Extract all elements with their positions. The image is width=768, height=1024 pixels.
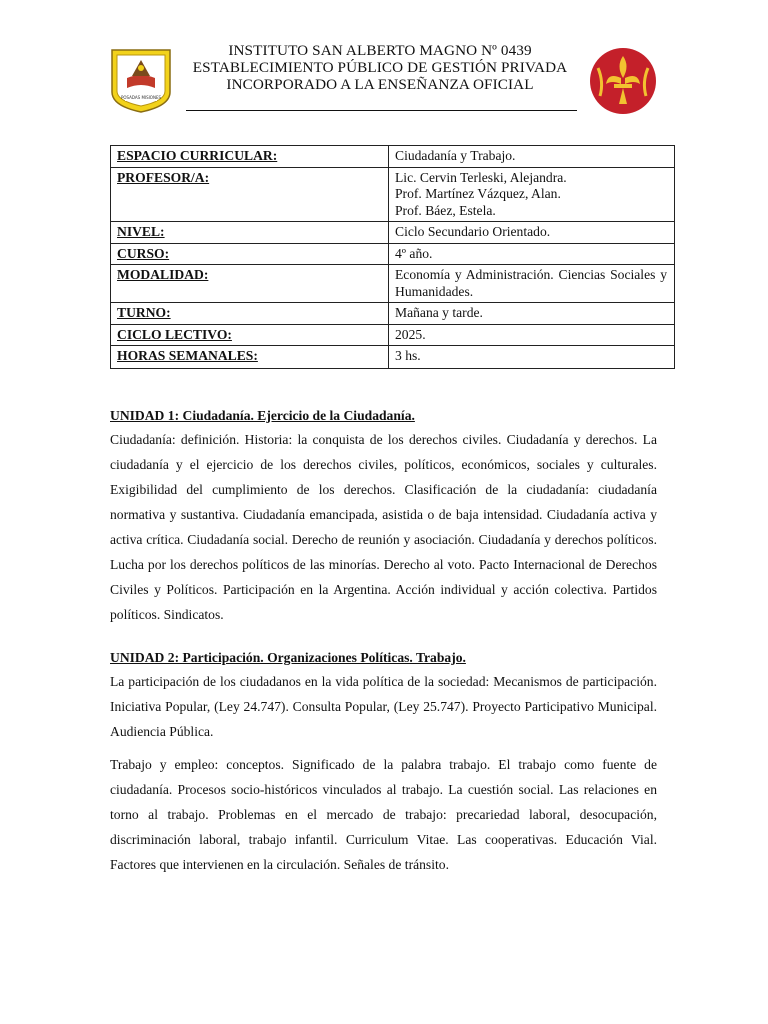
row-label: PROFESOR/A:: [111, 167, 389, 222]
row-value: Ciudadanía y Trabajo.: [389, 146, 675, 168]
professor-name: Prof. Martínez Vázquez, Alan.: [395, 186, 561, 201]
table-row: [111, 346, 675, 369]
table-row: [111, 303, 675, 325]
table-row: [111, 222, 675, 244]
unit-2-title: UNIDAD 2: Participación. Organizaciones Políticas. Trabajo.: [110, 650, 466, 665]
fleur-de-lis-emblem: [588, 46, 658, 116]
row-value: [389, 167, 675, 222]
row-label: TURNO:: [111, 303, 389, 325]
row-value: Economía y Administración. Ciencias Sociales y Humanidades.: [389, 265, 675, 303]
crest-caption: POSADAS MISIONES: [120, 95, 162, 100]
unit-2-paragraph: La participación de los ciudadanos en la vida política de la sociedad: Mecanismos de participación. Iniciativa Popular, (Ley 24.747). Consulta Popular, (Ley 25.747). Proyecto Participativo Municipal. Audiencia Pública.: [110, 674, 657, 739]
syllabus-content: [110, 405, 657, 877]
row-value: 4º año.: [389, 243, 675, 265]
row-value: 2025.: [389, 324, 675, 346]
table-row: [111, 167, 675, 222]
row-value: Mañana y tarde.: [389, 303, 675, 325]
row-label: CICLO LECTIVO:: [111, 324, 389, 346]
row-label: ESPACIO CURRICULAR:: [111, 146, 389, 168]
document-header: [0, 42, 768, 122]
table-row: [111, 265, 675, 303]
school-crest-logo: [110, 48, 172, 114]
row-label: HORAS SEMANALES:: [111, 346, 389, 369]
table-row: [111, 146, 675, 168]
row-value: Ciclo Secundario Orientado.: [389, 222, 675, 244]
professor-name: Lic. Cervin Terleski, Alejandra.: [395, 169, 567, 185]
institution-title: [182, 42, 578, 93]
institution-type: ESTABLECIMIENTO PÚBLICO DE GESTIÓN PRIVADA: [192, 59, 568, 76]
course-info-table: [110, 145, 675, 369]
institution-status: INCORPORADO A LA ENSEÑANZA OFICIAL: [226, 76, 534, 93]
professor-name: Prof. Báez, Estela.: [395, 202, 496, 218]
unit-2-paragraph: Trabajo y empleo: conceptos. Significado de la palabra trabajo. El trabajo como fuente de ciudadanía. Procesos socio-históricos vinculados al trabajo. La cuestión social. Las relaciones en torno al trabajo. Problemas en el mercado de trabajo: precariedad laboral, desocupación, discriminación laboral, trabajo infantil. Curriculum Vitae. Las cooperativas. Educación Vial. Factores que intervienen en la circulación. Señales de tránsito.: [110, 757, 657, 872]
header-rule: [186, 110, 577, 111]
unit-1-title: UNIDAD 1: Ciudadanía. Ejercicio de la Ciudadanía.: [110, 408, 415, 423]
table-row: [111, 324, 675, 346]
row-value: 3 hs.: [389, 346, 675, 369]
row-label: CURSO:: [111, 243, 389, 265]
row-label: NIVEL:: [111, 222, 389, 244]
row-label: MODALIDAD:: [111, 265, 389, 303]
institution-name: INSTITUTO SAN ALBERTO MAGNO Nº 0439: [228, 42, 532, 59]
unit-1-paragraph: Ciudadanía: definición. Historia: la conquista de los derechos civiles. Ciudadanía y derechos. La ciudadanía y el ejercicio de los derechos civiles, políticos, económicos, sociales y culturales. Exigibilidad del cumplimiento de los derechos. Clasificación de la ciudadanía: ciudadanía normativa y sustantiva. Ciudadanía emancipada, asistida o de baja intensidad. Ciudadanía activa y activa crítica. Ciudadanía social. Derecho de reunión y asociación. Ciudadanía y derechos políticos. Lucha por los derechos políticos de las minorías. Derecho al voto. Pacto Internacional de Derechos Civiles y Políticos. Participación en la Argentina. Acción individual y acción colectiva. Partidos políticos. Sindicatos.: [110, 432, 657, 622]
table-row: [111, 243, 675, 265]
